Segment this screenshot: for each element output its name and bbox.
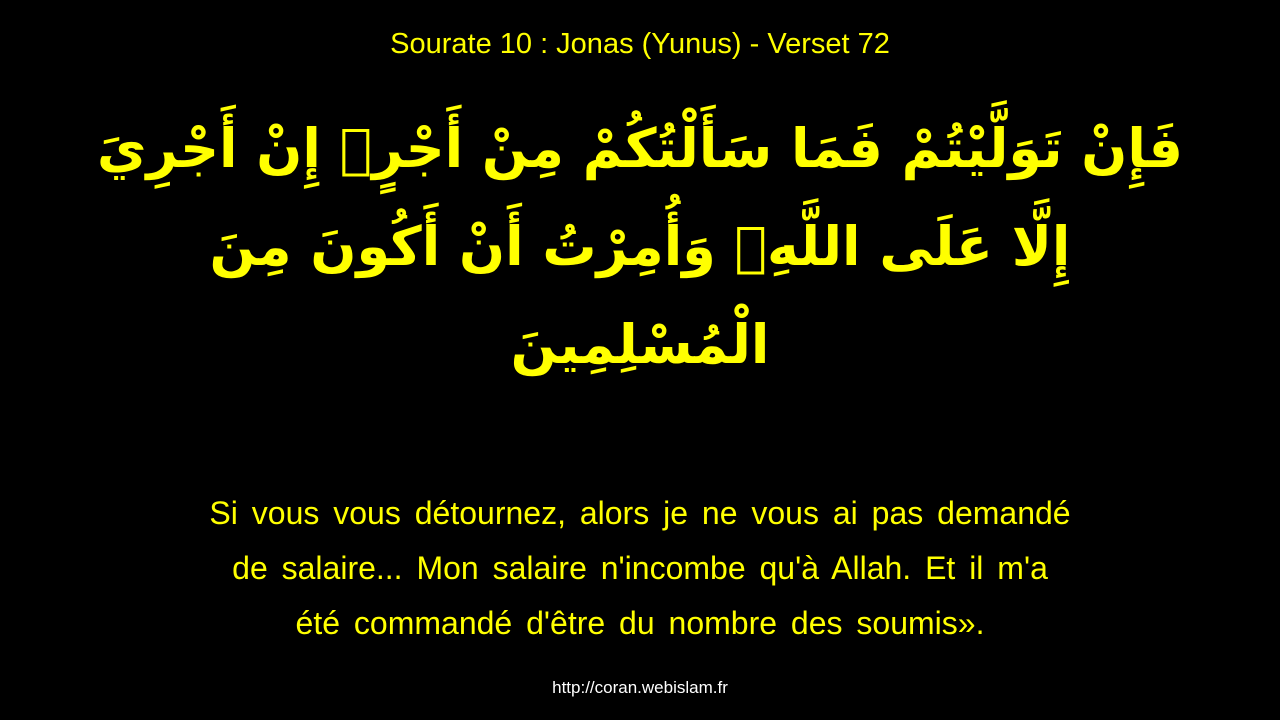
arabic-verse-line-2: إِلَّا عَلَى اللَّهِۖ وَأُمِرْتُ أَنْ أَكُونَ مِنَ [209, 215, 1071, 278]
french-translation [0, 486, 1280, 651]
translation-line-3: été commandé d'être du nombre des soumis». [295, 605, 985, 641]
translation-line-1: Si vous vous détournez, alors je ne vous ai pas demandé [209, 495, 1071, 531]
arabic-verse-line-1: فَإِنْ تَوَلَّيْتُمْ فَمَا سَأَلْتُكُمْ مِنْ أَجْرٍۖ إِنْ أَجْرِيَ [96, 117, 1183, 180]
arabic-verse-line-3: الْمُسْلِمِينَ [510, 313, 770, 376]
source-url: http://coran.webislam.fr [552, 678, 728, 697]
arabic-verse [0, 100, 1280, 394]
translation-line-2: de salaire... Mon salaire n'incombe qu'à Allah. Et il m'a [232, 550, 1048, 586]
verse-title: Sourate 10 : Jonas (Yunus) - Verset 72 [390, 28, 890, 60]
